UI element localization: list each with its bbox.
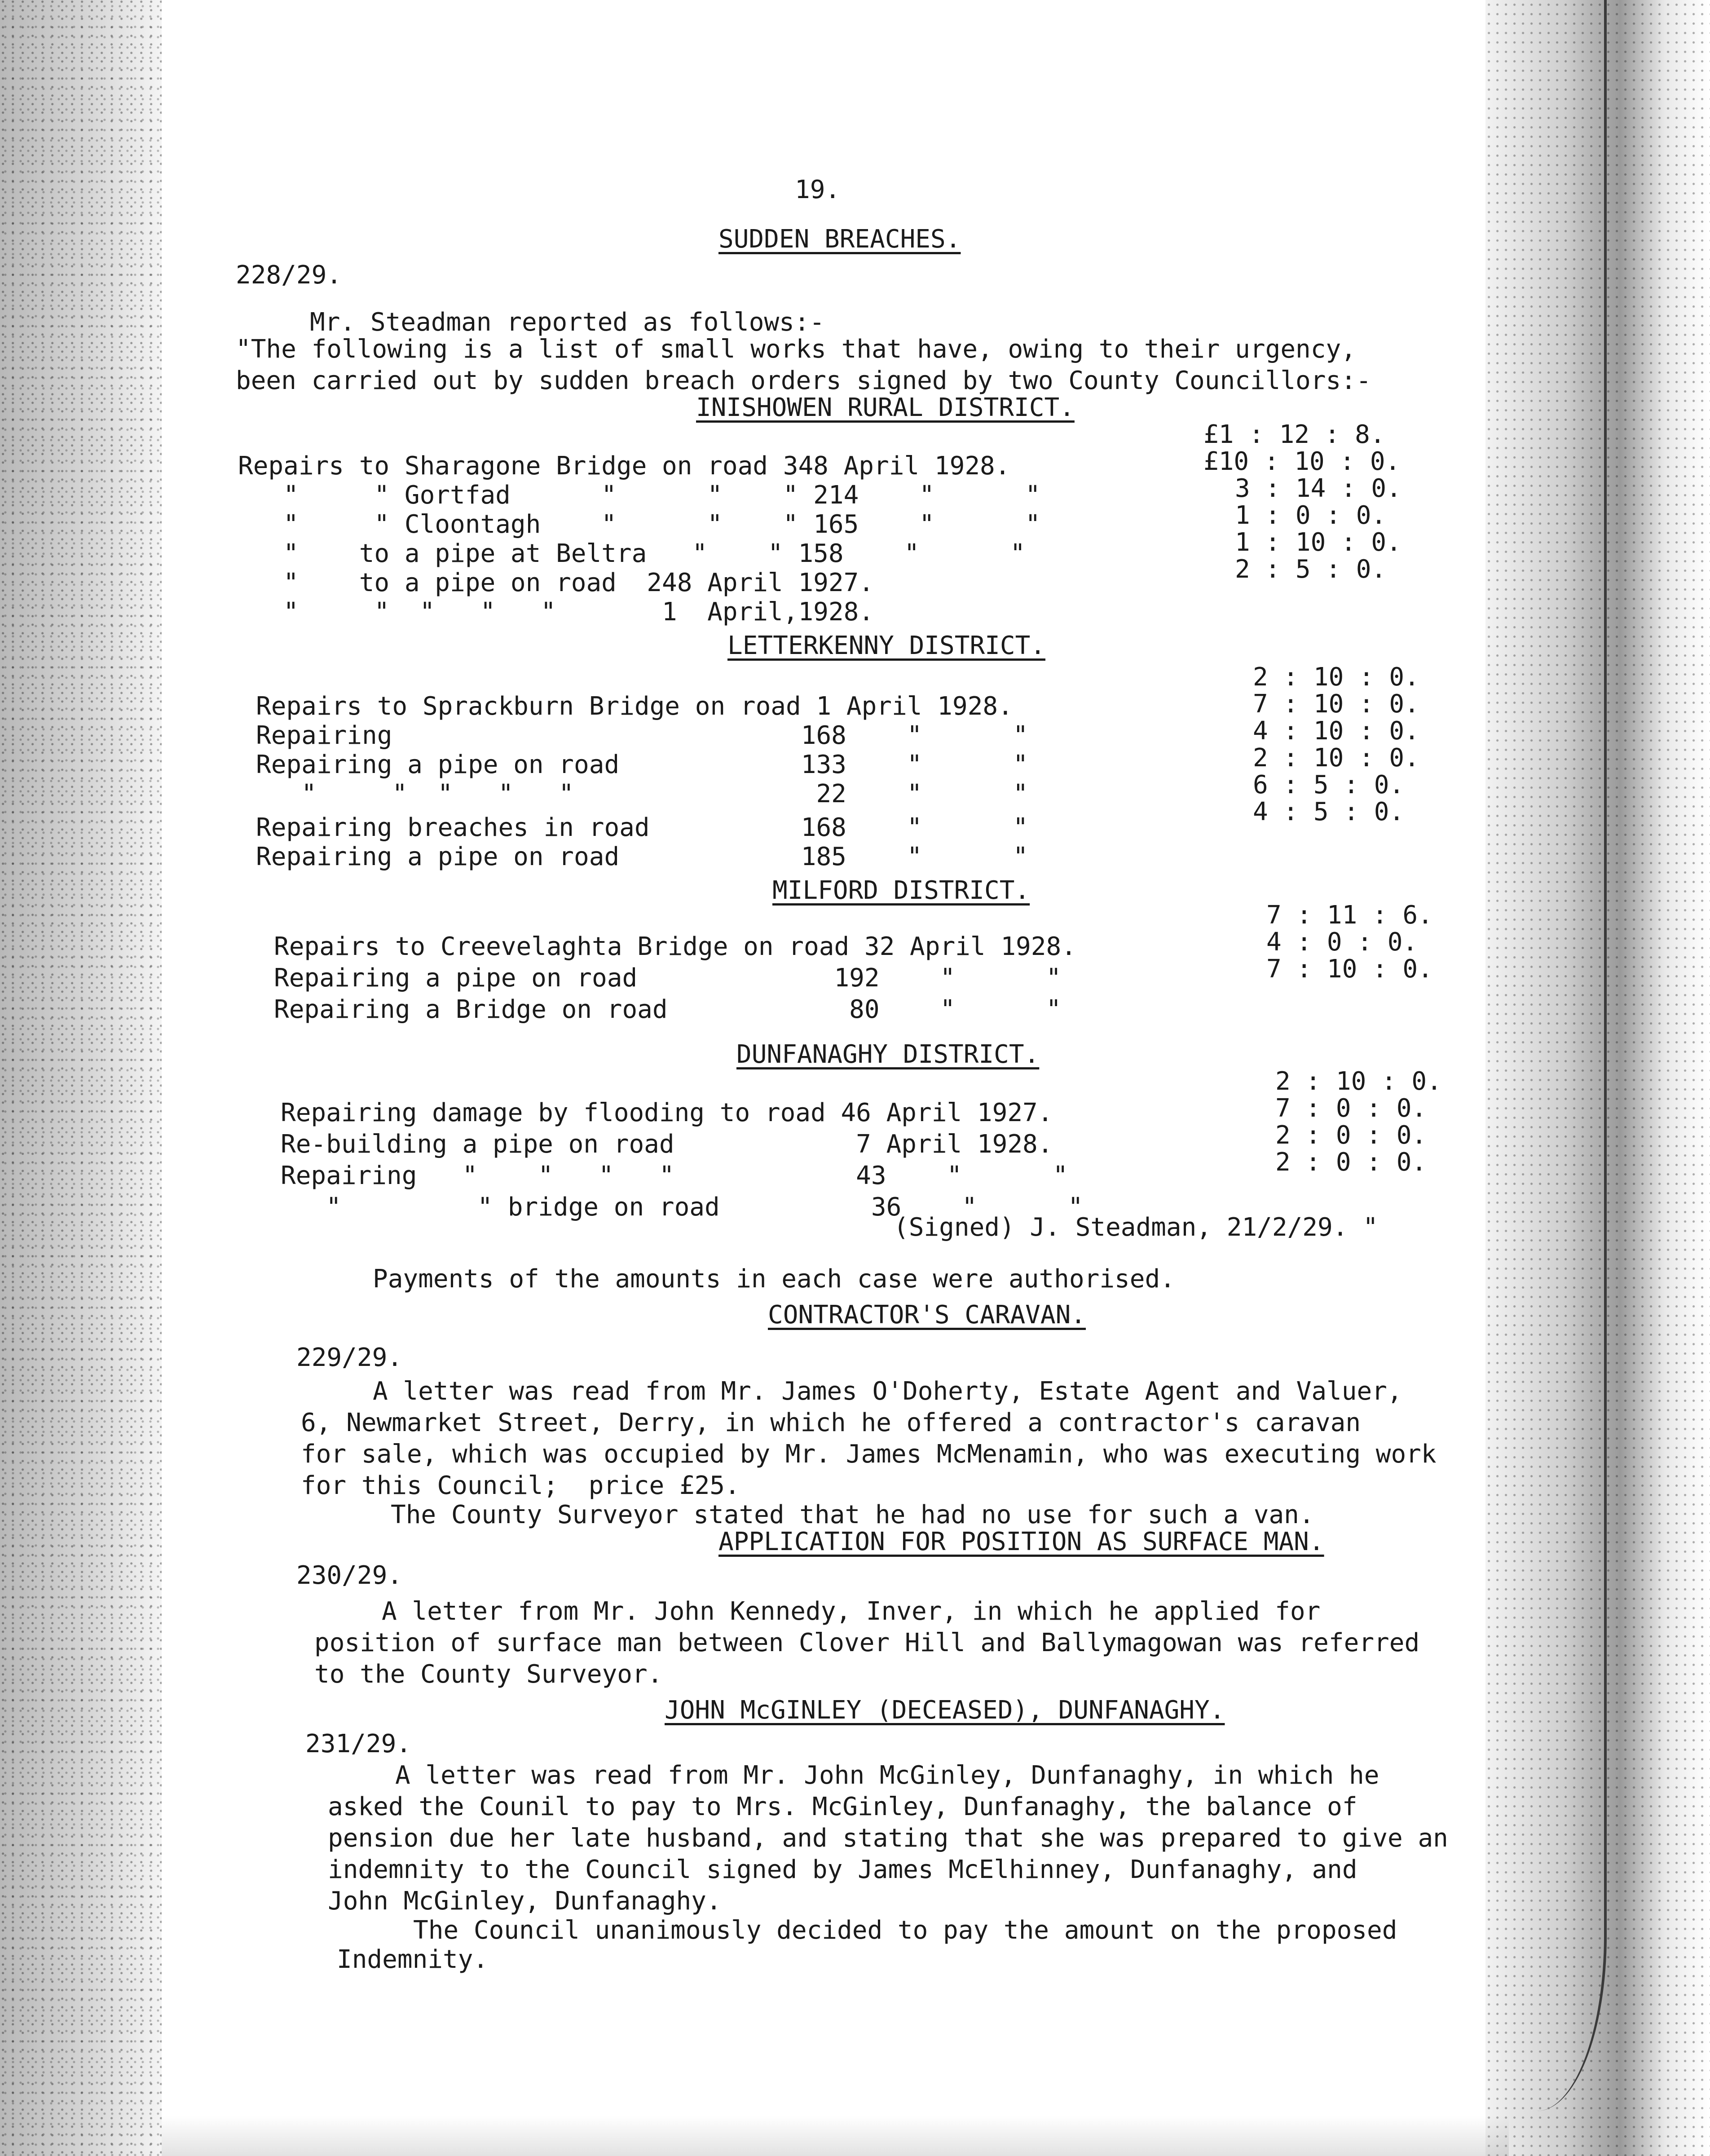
intro-line: Mr. Steadman reported as follows:-: [310, 308, 825, 337]
amount: 4 : 0 : 0.: [1266, 928, 1418, 957]
amount: £1 : 12 : 8.: [1203, 420, 1385, 449]
amount: 2 : 10 : 0.: [1253, 743, 1419, 773]
paragraph-line: indemnity to the Council signed by James McElhinney, Dunfanaghy, and: [328, 1855, 1357, 1884]
page-curl-shadow: [1537, 0, 1607, 2111]
amount: 2 : 10 : 0.: [1275, 1067, 1442, 1096]
district-heading-letterkenny: LETTERKENNY DISTRICT.: [727, 631, 1046, 660]
intro-line: been carried out by sudden breach orders signed by two County Councillors:-: [236, 366, 1371, 395]
breach-item: Repairs to Creevelaghta Bridge on road 32 April 1928.: [274, 932, 1076, 961]
paragraph-line: position of surface man between Clover Hill and Ballymagowan was referred: [314, 1628, 1420, 1657]
breach-item: Repairing a pipe on road 192 " ": [274, 963, 1062, 993]
breach-item: Re-building a pipe on road 7 April 1928.: [281, 1130, 1053, 1159]
breach-item: Repairing a pipe on road 185 " ": [256, 842, 1028, 871]
paragraph-line: 6, Newmarket Street, Derry, in which he offered a contractor's caravan: [301, 1408, 1361, 1437]
breach-item: " " Cloontagh " " " 165 " ": [238, 510, 1040, 539]
paragraph-line: for this Council; price £25.: [301, 1471, 740, 1500]
breach-item: Repairing breaches in road 168 " ": [256, 813, 1028, 842]
paragraph-line: John McGinley, Dunfanaghy.: [328, 1886, 722, 1916]
amount: 7 : 11 : 6.: [1266, 901, 1433, 930]
district-heading-inishowen: INISHOWEN RURAL DISTRICT.: [696, 393, 1075, 422]
intro-line: "The following is a list of small works that have, owing to their urgency,: [236, 335, 1356, 364]
paragraph-line: for sale, which was occupied by Mr. James McMenamin, who was executing work: [301, 1440, 1437, 1469]
amount: 2 : 0 : 0.: [1275, 1148, 1427, 1177]
minute-number-228: 228/29.: [236, 261, 342, 290]
section-title-contractors-caravan: CONTRACTOR'S CARAVAN.: [768, 1300, 1086, 1330]
resolution-text: Payments of the amounts in each case were authorised.: [373, 1264, 1175, 1294]
amount: 4 : 10 : 0.: [1253, 716, 1419, 746]
paragraph-line: Indemnity.: [337, 1945, 489, 1974]
signature-line: (Signed) J. Steadman, 21/2/29. ": [894, 1213, 1378, 1242]
scan-bottom-edge: [162, 2116, 1509, 2156]
paragraph-line: The County Surveyor stated that he had no use for such a van.: [391, 1500, 1314, 1529]
paragraph-line: asked the Counil to pay to Mrs. McGinley, Dunfanaghy, the balance of: [328, 1792, 1357, 1821]
amount: 2 : 0 : 0.: [1275, 1121, 1427, 1150]
amount: 7 : 10 : 0.: [1266, 954, 1433, 984]
amount: 7 : 0 : 0.: [1275, 1094, 1427, 1123]
amount: 6 : 5 : 0.: [1253, 770, 1405, 800]
breach-item: Repairing " " " " 43 " ": [281, 1161, 1068, 1190]
breach-item: " to a pipe on road 248 April 1927.: [238, 568, 874, 597]
breach-item: Repairing 168 " ": [256, 721, 1028, 750]
amount: 7 : 10 : 0.: [1253, 689, 1419, 719]
section-title-surface-man: APPLICATION FOR POSITION AS SURFACE MAN.: [718, 1527, 1324, 1556]
amount: 1 : 0 : 0.: [1235, 501, 1387, 530]
minute-number-229: 229/29.: [296, 1343, 403, 1372]
paragraph-line: A letter was read from Mr. John McGinley, Dunfanaghy, in which he: [395, 1761, 1379, 1790]
amount: 1 : 10 : 0.: [1235, 528, 1401, 557]
paragraph-line: pension due her late husband, and stating that she was prepared to give an: [328, 1824, 1448, 1853]
section-title-sudden-breaches: SUDDEN BREACHES.: [718, 225, 961, 254]
amount: 2 : 5 : 0.: [1235, 555, 1387, 584]
breach-item: " " bridge on road 36 " ": [281, 1193, 1083, 1222]
district-heading-dunfanaghy: DUNFANAGHY DISTRICT.: [736, 1040, 1040, 1069]
minute-number-231: 231/29.: [305, 1729, 412, 1758]
amount: 3 : 14 : 0.: [1235, 474, 1401, 503]
paragraph-line: to the County Surveyor.: [314, 1660, 663, 1689]
breach-item: Repairs to Sharagone Bridge on road 348 April 1928.: [238, 451, 1010, 481]
scan-left-edge: [0, 0, 162, 2156]
breach-item: " " Gortfad " " " 214 " ": [238, 481, 1040, 510]
breach-item: Repairing a pipe on road 133 " ": [256, 750, 1028, 779]
page-number: 19.: [795, 175, 841, 204]
breach-item: Repairs to Sprackburn Bridge on road 1 April 1928.: [256, 692, 1013, 721]
amount: £10 : 10 : 0.: [1203, 447, 1401, 476]
breach-item: " " " " " 22 " ": [256, 779, 1028, 808]
district-heading-milford: MILFORD DISTRICT.: [772, 876, 1030, 905]
amount: 2 : 10 : 0.: [1253, 663, 1419, 692]
paragraph-line: A letter was read from Mr. James O'Doherty, Estate Agent and Valuer,: [373, 1377, 1402, 1406]
paragraph-line: The Council unanimously decided to pay the amount on the proposed: [413, 1916, 1397, 1945]
breach-item: " " " " " 1 April,1928.: [238, 597, 874, 627]
amount: 4 : 5 : 0.: [1253, 797, 1405, 826]
section-title-mcginley: JOHN McGINLEY (DECEASED), DUNFANAGHY.: [665, 1696, 1225, 1725]
minute-number-230: 230/29.: [296, 1561, 403, 1590]
breach-item: Repairing a Bridge on road 80 " ": [274, 995, 1062, 1024]
breach-item: " to a pipe at Beltra " " 158 " ": [238, 539, 1026, 568]
paragraph-line: A letter from Mr. John Kennedy, Inver, in which he applied for: [382, 1597, 1321, 1626]
breach-item: Repairing damage by flooding to road 46 April 1927.: [281, 1098, 1053, 1127]
